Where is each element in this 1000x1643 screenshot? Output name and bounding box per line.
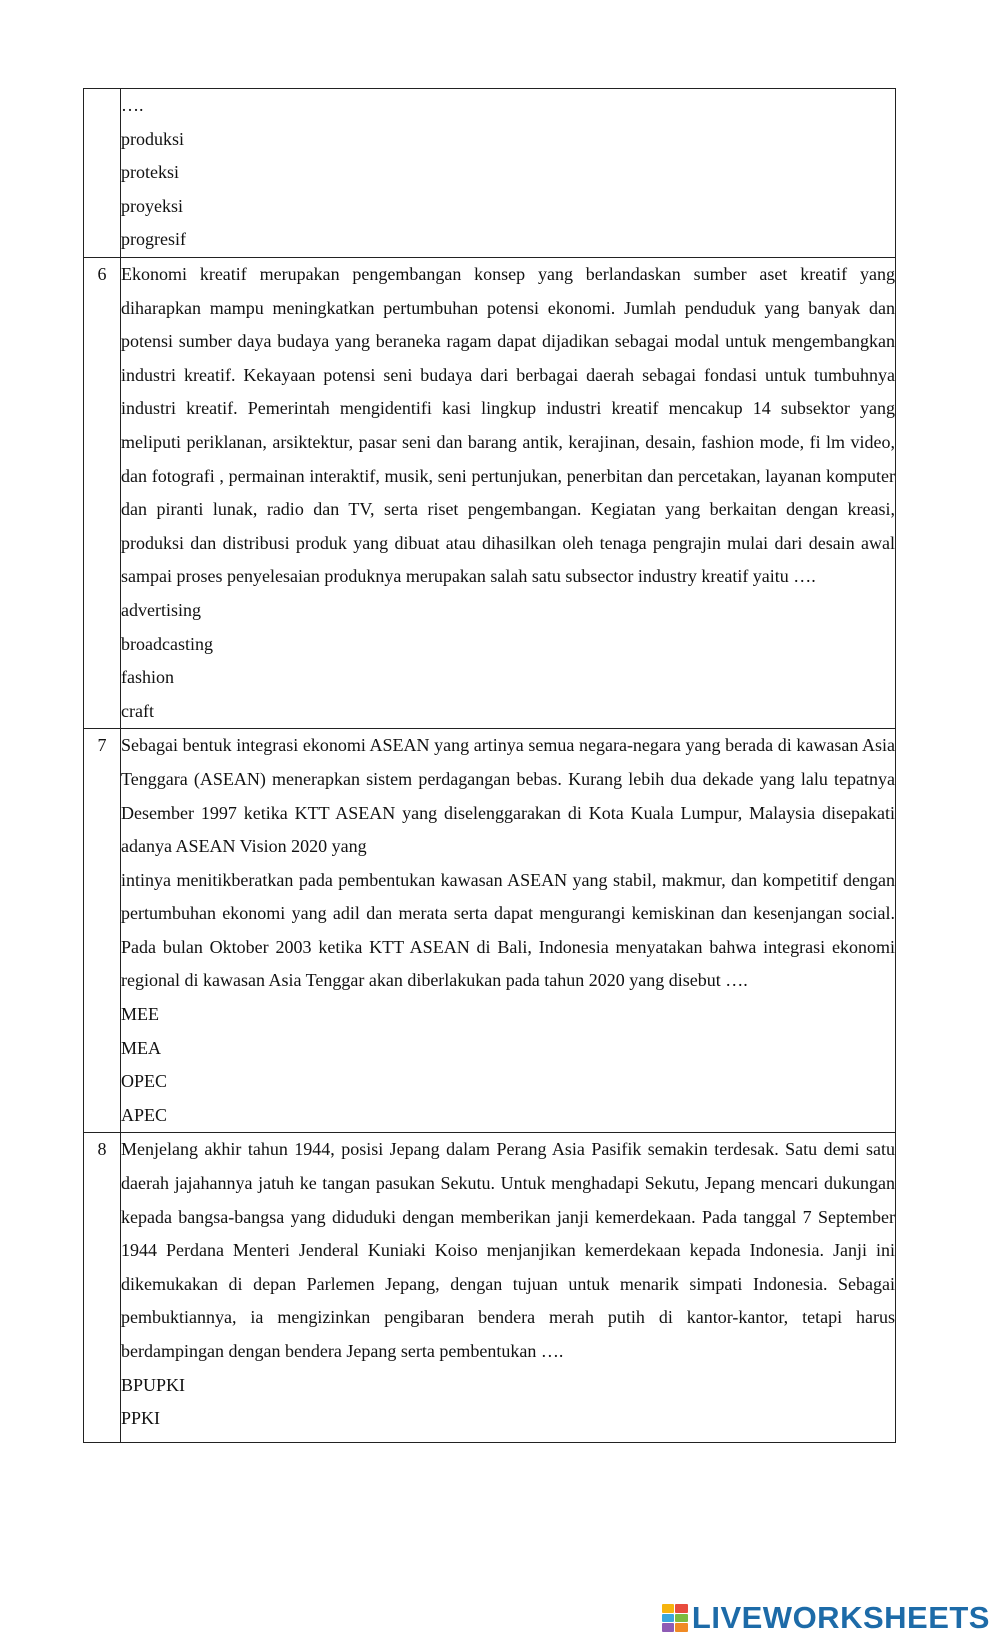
question-stem <box>121 1133 895 1368</box>
answer-option[interactable]: PPKI <box>121 1408 161 1429</box>
logo-square <box>675 1604 688 1613</box>
answer-option[interactable]: BPUPKI <box>121 1374 186 1395</box>
liveworksheets-logo-icon <box>662 1604 688 1632</box>
answer-option[interactable]: MEE <box>121 1004 159 1025</box>
question-number: 8 <box>84 1133 121 1442</box>
answer-option[interactable]: fashion <box>121 667 174 688</box>
logo-square <box>675 1623 688 1632</box>
liveworksheets-logo[interactable] <box>662 1598 990 1638</box>
question-body <box>121 89 896 258</box>
logo-square <box>662 1604 675 1613</box>
stem-paragraph: Menjelang akhir tahun 1944, posisi Jepang dalam Perang Asia Pasifik semakin terdesak. Satu demi satu daerah jajahannya jatuh ke tangan pasukan Sekutu. Untuk menghadapi Sekutu, Jepang mencari dukungan kepada bangsa-bangsa yang diduduki dengan memberikan janji kemerdekaan. Pada tanggal 7 September 1944 Perdana Menteri Jenderal Kuniaki Koiso menjanjikan kemerdekaan kepada Indonesia. Janji ini dikemukakan di depan Parlemen Jepang, dengan tujuan untuk menarik simpati Indonesia. Sebagai pembuktiannya, ia mengizinkan pengibaran bendera merah putih di kantor-kantor, tetapi harus berdampingan dengan bendera Jepang serta pembentukan …. <box>121 1139 895 1361</box>
answer-option[interactable]: craft <box>121 700 154 721</box>
answer-option[interactable]: MEA <box>121 1037 161 1058</box>
question-row <box>84 1133 896 1442</box>
answer-option[interactable]: OPEC <box>121 1071 168 1092</box>
stem-paragraph: …. <box>121 95 144 115</box>
question-row <box>84 729 896 1133</box>
logo-square <box>662 1614 675 1623</box>
logo-square <box>675 1614 688 1623</box>
worksheet <box>83 88 896 1443</box>
stem-paragraph: intinya menitikberatkan pada pembentukan kawasan ASEAN yang stabil, makmur, dan kompetitif dengan pertumbuhan ekonomi yang adil dan merata serta dapat mengurangi kemiskinan dan kesenjangan social. Pada bulan Oktober 2003 ketika KTT ASEAN di Bali, Indonesia menyatakan bahwa integrasi ekonomi regional di kawasan Asia Tenggar akan diberlakukan pada tahun 2020 yang disebut …. <box>121 869 895 991</box>
question-body <box>121 1133 896 1442</box>
answer-option[interactable]: produksi <box>121 128 184 149</box>
question-body <box>121 258 896 729</box>
question-stem <box>121 89 895 123</box>
question-row <box>84 258 896 729</box>
question-body <box>121 729 896 1133</box>
question-number <box>84 89 121 258</box>
question-row <box>84 89 896 258</box>
question-stem <box>121 729 895 998</box>
answer-option[interactable]: APEC <box>121 1104 168 1125</box>
answer-option[interactable]: proyeksi <box>121 195 183 216</box>
answer-option[interactable]: proteksi <box>121 162 179 183</box>
question-number: 7 <box>84 729 121 1133</box>
answer-option[interactable]: advertising <box>121 599 201 620</box>
question-number: 6 <box>84 258 121 729</box>
question-stem <box>121 258 895 594</box>
stem-paragraph: Sebagai bentuk integrasi ekonomi ASEAN yang artinya semua negara-negara yang berada di kawasan Asia Tenggara (ASEAN) menerapkan sistem perdagangan bebas. Kurang lebih dua dekade yang lalu tepatnya Desember 1997 ketika KTT ASEAN yang diselenggarakan di Kota Kuala Lumpur, Malaysia disepakati adanya ASEAN Vision 2020 yang <box>121 735 895 857</box>
logo-square <box>662 1623 675 1632</box>
answer-option[interactable]: progresif <box>121 229 186 250</box>
brand-name: LIVEWORKSHEETS <box>691 1600 990 1635</box>
answer-option[interactable]: broadcasting <box>121 633 213 654</box>
question-table <box>83 88 896 1443</box>
stem-paragraph: Ekonomi kreatif merupakan pengembangan konsep yang berlandaskan sumber aset kreatif yang diharapkan mampu meningkatkan pertumbuhan potensi ekonomi. Jumlah penduduk yang banyak dan potensi sumber daya budaya yang beraneka ragam dapat dijadikan sebagai modal untuk mengembangkan industri kreatif. Kekayaan potensi seni budaya dari berbagai daerah sebagai fondasi untuk tumbuhnya industri kreatif. Pemerintah mengidentifi kasi lingkup industri kreatif mencakup 14 subsektor yang meliputi periklanan, arsiktektur, pasar seni dan barang antik, kerajinan, desain, fashion mode, fi lm video, dan fotografi , permainan interaktif, musik, seni pertunjukan, penerbitan dan percetakan, layanan komputer dan piranti lunak, radio dan TV, serta riset pengembangan. Kegiatan yang berkaitan dengan kreasi, produksi dan distribusi produk yang dibuat atau dihasilkan oleh tenaga pengrajin mulai dari desain awal sampai proses penyelesaian produknya merupakan salah satu subsector industry kreatif yaitu …. <box>121 264 895 587</box>
